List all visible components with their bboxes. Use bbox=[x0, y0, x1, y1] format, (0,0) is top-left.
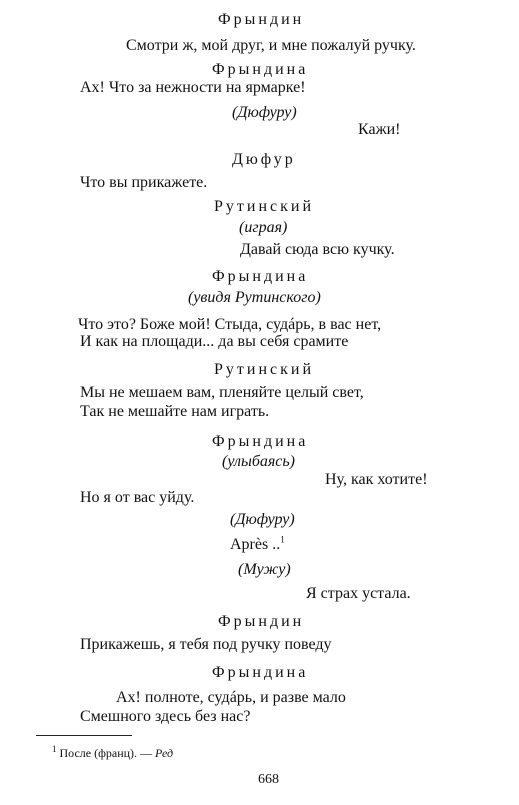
page-number: 668 bbox=[258, 772, 279, 787]
verse-line: Смотри ж, мой друг, и мне пожалуй ручку. bbox=[126, 37, 416, 54]
footnote-source: Ред bbox=[155, 746, 174, 760]
verse-line: Ну, как хотите! bbox=[325, 471, 428, 488]
speaker-rutinsky: Рутинский bbox=[214, 198, 315, 215]
verse-line: Я страх устала. bbox=[306, 585, 411, 602]
footnote-text: После (франц). — bbox=[59, 746, 153, 760]
verse-line bbox=[230, 535, 285, 555]
footnote bbox=[52, 743, 173, 763]
verse-line: Но я от вас уйду. bbox=[80, 489, 195, 506]
speaker-frynin: Фрындин bbox=[218, 11, 305, 28]
stage-direction: (улыбаясь) bbox=[222, 453, 296, 470]
verse-line: И как на площади... да вы себя срамите bbox=[80, 333, 349, 350]
speaker-frynina: Фрындина bbox=[212, 268, 309, 285]
verse-line: Давай сюда всю кучку. bbox=[240, 241, 395, 258]
verse-line: Так не мешайте нам играть. bbox=[80, 403, 270, 420]
verse-text: Après .. bbox=[230, 536, 281, 553]
speaker-frynina: Фрындина bbox=[212, 664, 309, 681]
speaker-dufour: Дюфур bbox=[232, 151, 296, 168]
speaker-frynina: Фрындина bbox=[212, 433, 309, 450]
verse-line: Кажи! bbox=[358, 121, 401, 138]
speaker-frynin: Фрындин bbox=[218, 613, 305, 630]
stage-direction: (Дюфуру) bbox=[230, 511, 295, 528]
stage-direction: (Дюфуру) bbox=[232, 104, 297, 121]
verse-line: Прикажешь, я тебя под ручку поведу bbox=[80, 636, 332, 653]
footnote-divider bbox=[36, 735, 132, 736]
stage-direction: (играя) bbox=[239, 219, 288, 236]
verse-line: Ах! полноте, судáрь, и разве мало bbox=[116, 689, 346, 706]
verse-line: Что вы прикажете. bbox=[80, 174, 208, 191]
verse-line: Ах! Что за нежности на ярмарке! bbox=[80, 79, 306, 96]
speaker-rutinsky: Рутинский bbox=[214, 361, 315, 378]
verse-line: Смешного здесь без нас? bbox=[80, 708, 251, 725]
stage-direction: (увидя Рутинского) bbox=[188, 289, 321, 306]
footnote-ref: 1 bbox=[280, 534, 285, 545]
speaker-frynina: Фрындина bbox=[212, 61, 309, 78]
verse-line: Что это? Боже мой! Стыда, судáрь, в вас нет, bbox=[78, 316, 382, 333]
verse-line: Мы не мешаем вам, пленяйте целый свет, bbox=[80, 384, 364, 401]
stage-direction: (Мужу) bbox=[238, 561, 291, 578]
footnote-mark: 1 bbox=[52, 744, 57, 754]
